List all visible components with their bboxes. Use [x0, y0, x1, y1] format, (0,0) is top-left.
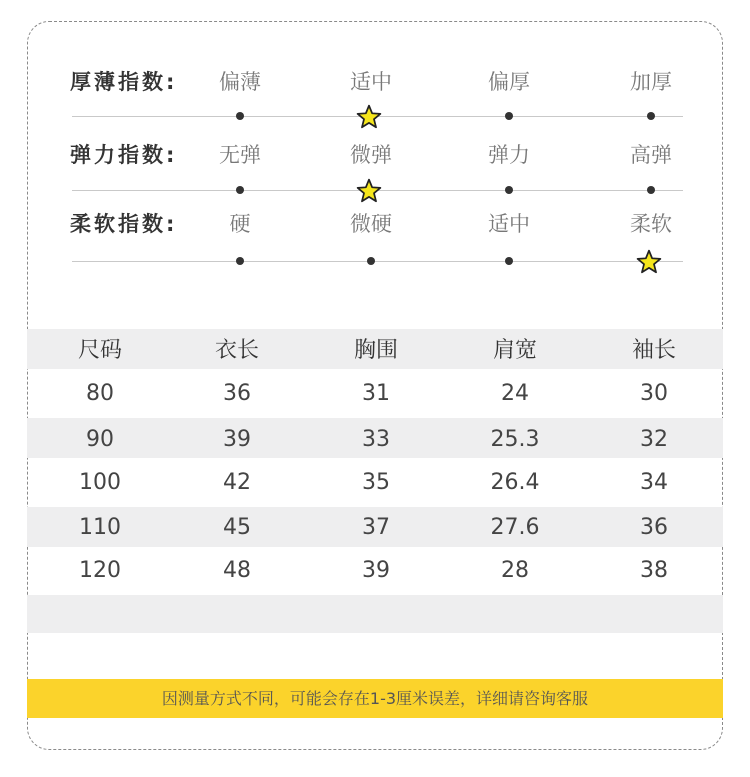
table-cell: 42 — [223, 470, 251, 495]
table-cell: 34 — [640, 470, 668, 495]
elasticity-scale — [0, 141, 750, 201]
softness-scale — [0, 210, 750, 270]
table-cell: 37 — [362, 515, 390, 540]
table-empty-row — [27, 595, 723, 633]
table-cell: 80 — [86, 381, 114, 406]
table-cell: 90 — [86, 427, 114, 452]
table-cell: 26.4 — [490, 470, 540, 495]
scale-option: 微硬 — [350, 212, 392, 236]
table-cell: 28 — [501, 558, 529, 583]
table-row — [27, 549, 723, 593]
scale-option: 偏厚 — [488, 70, 530, 94]
scale-dot — [505, 112, 513, 120]
table-cell: 24 — [501, 381, 529, 406]
scale-option: 加厚 — [630, 70, 672, 94]
table-cell: 35 — [362, 470, 390, 495]
table-cell: 25.3 — [490, 427, 540, 452]
scale-option: 无弹 — [219, 143, 261, 167]
scale-title: 厚薄指数: — [70, 70, 178, 94]
scale-line — [72, 261, 683, 262]
table-row — [27, 507, 723, 547]
scale-option: 高弹 — [630, 143, 672, 167]
table-cell: 36 — [640, 515, 668, 540]
thickness-scale — [0, 68, 750, 128]
scale-option: 微弹 — [350, 143, 392, 167]
selected-star-icon — [636, 249, 662, 275]
table-cell: 45 — [223, 515, 251, 540]
table-header-cell: 尺码 — [77, 338, 122, 363]
table-cell: 36 — [223, 381, 251, 406]
selected-star-icon — [356, 104, 382, 130]
table-row — [27, 418, 723, 458]
scale-dot — [647, 186, 655, 194]
table-cell: 27.6 — [490, 515, 540, 540]
table-header-cell: 衣长 — [214, 338, 259, 363]
scale-title: 柔软指数: — [70, 212, 178, 236]
selected-star-icon — [356, 178, 382, 204]
table-cell: 33 — [362, 427, 390, 452]
table-cell: 31 — [362, 381, 390, 406]
table-header-cell: 肩宽 — [492, 338, 537, 363]
table-row — [27, 461, 723, 503]
scale-option: 弹力 — [488, 143, 530, 167]
scale-dot — [236, 186, 244, 194]
scale-option: 适中 — [488, 212, 530, 236]
scale-option: 柔软 — [630, 212, 672, 236]
scale-dot — [236, 257, 244, 265]
measurement-notice: 因测量方式不同，可能会存在1-3厘米误差，详细请咨询客服 — [27, 679, 723, 718]
table-header-cell: 胸围 — [353, 338, 398, 363]
scale-title: 弹力指数: — [70, 143, 178, 167]
table-header-cell: 袖长 — [631, 338, 676, 363]
table-row — [27, 369, 723, 411]
scale-dot — [505, 186, 513, 194]
table-cell: 100 — [79, 470, 121, 495]
table-cell: 120 — [79, 558, 121, 583]
table-cell: 30 — [640, 381, 668, 406]
table-cell: 39 — [362, 558, 390, 583]
scale-dot — [505, 257, 513, 265]
table-cell: 48 — [223, 558, 251, 583]
scale-option: 适中 — [350, 70, 392, 94]
table-cell: 110 — [79, 515, 121, 540]
table-cell: 38 — [640, 558, 668, 583]
table-header-row — [27, 329, 723, 369]
scale-dot — [647, 112, 655, 120]
scale-dot — [236, 112, 244, 120]
table-cell: 32 — [640, 427, 668, 452]
scale-option: 硬 — [229, 212, 251, 236]
scale-dot — [367, 257, 375, 265]
table-cell: 39 — [223, 427, 251, 452]
scale-option: 偏薄 — [219, 70, 261, 94]
